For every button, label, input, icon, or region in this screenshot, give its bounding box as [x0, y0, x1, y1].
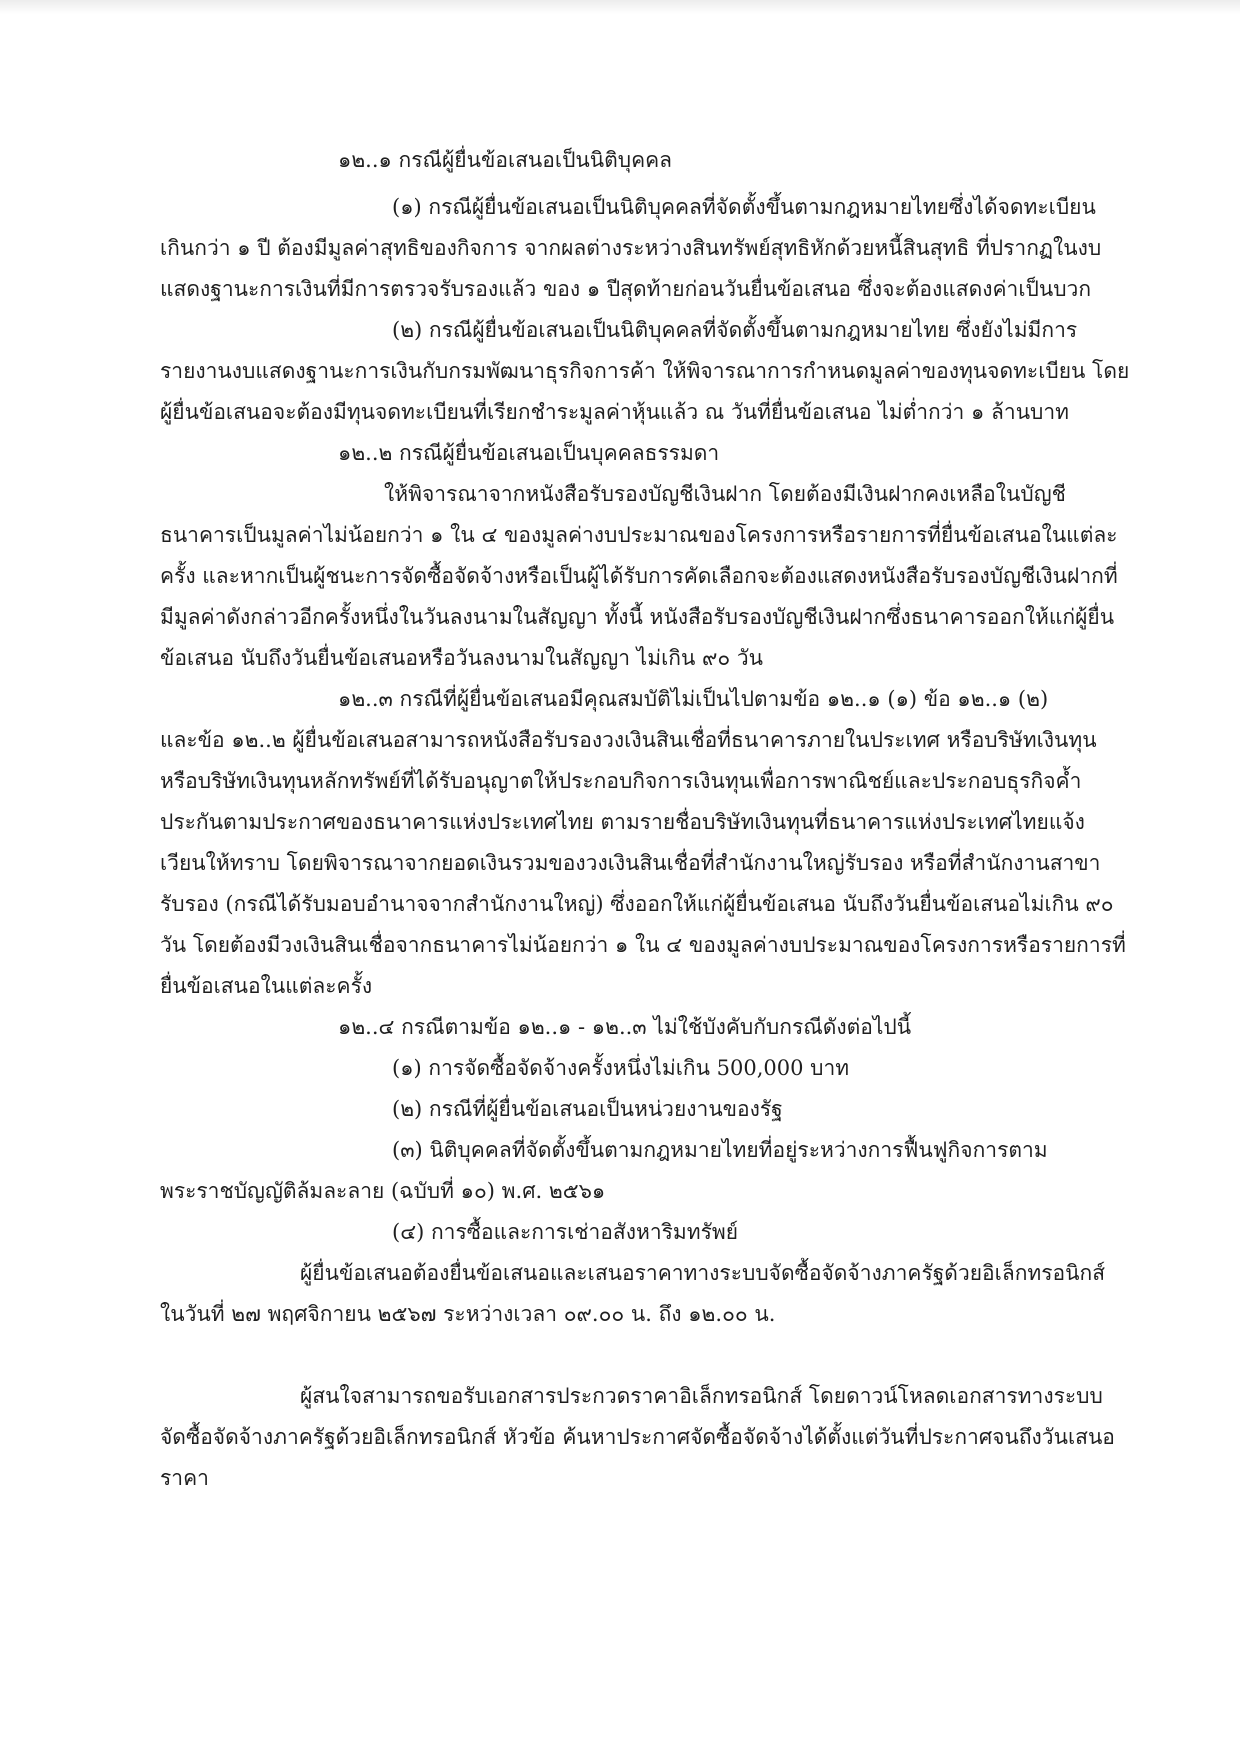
section-12-4-item-3-line-2: พระราชบัญญัติล้มละลาย (ฉบับที่ ๑๐) พ.ศ. ๒๕๖๑	[160, 1179, 606, 1203]
section-12-3-line-5: รับรอง (กรณีได้รับมอบอำนาจจากสำนักงานใหญ่) ซึ่งออกให้แก่ผู้ยื่นข้อเสนอ นับถึงวันยื่นข้อเสนอไม่เกิน ๙๐	[160, 892, 1114, 916]
section-12-4-item-1: (๑) การจัดซื้อจัดจ้างครั้งหนึ่งไม่เกิน 500,000 บาท	[392, 1056, 850, 1080]
section-12-4-item-3-line-1: (๓) นิติบุคคลที่จัดตั้งขึ้นตามกฎหมายไทยที่อยู่ระหว่างการฟื้นฟูกิจการตาม	[392, 1138, 1048, 1162]
section-12-1-item-2-line-2: รายงานงบแสดงฐานะการเงินกับกรมพัฒนาธุรกิจการค้า ให้พิจารณาการกำหนดมูลค่าของทุนจดทะเบียน โดย	[160, 359, 1130, 383]
submission-line-2: ในวันที่ ๒๗ พฤศจิกายน ๒๕๖๗ ระหว่างเวลา ๐๙.๐๐ น. ถึง ๑๒.๐๐ น.	[160, 1302, 776, 1326]
section-12-1-item-1-line-1: (๑) กรณีผู้ยื่นข้อเสนอเป็นนิติบุคคลที่จัดตั้งขึ้นตามกฎหมายไทยซึ่งได้จดทะเบียน	[392, 195, 1096, 219]
section-12-1-item-2-line-3: ผู้ยื่นข้อเสนอจะต้องมีทุนจดทะเบียนที่เรียกชำระมูลค่าหุ้นแล้ว ณ วันที่ยื่นข้อเสนอ ไม่ต่ำกว่า ๑ ล้านบาท	[160, 400, 1070, 424]
section-12-2-line-2: ธนาคารเป็นมูลค่าไม่น้อยกว่า ๑ ใน ๔ ของมูลค่างบประมาณของโครงการหรือรายการที่ยื่นข้อเสนอในแต่ละ	[160, 523, 1118, 547]
scan-top-edge	[0, 0, 1240, 14]
section-12-4-heading: ๑๒..๔ กรณีตามข้อ ๑๒..๑ - ๑๒..๓ ไม่ใช้บังคับกับกรณีดังต่อไปนี้	[338, 1015, 912, 1039]
section-12-2-line-5: ข้อเสนอ นับถึงวันยื่นข้อเสนอหรือวันลงนามในสัญญา ไม่เกิน ๙๐ วัน	[160, 646, 764, 670]
section-12-4-item-2: (๒) กรณีที่ผู้ยื่นข้อเสนอเป็นหน่วยงานของรัฐ	[392, 1097, 783, 1121]
section-12-3-line-1: และข้อ ๑๒..๒ ผู้ยื่นข้อเสนอสามารถหนังสือรับรองวงเงินสินเชื่อที่ธนาคารภายในประเทศ หรือบริษัทเงินทุน	[160, 728, 1097, 752]
section-12-3-line-4: เวียนให้ทราบ โดยพิจารณาจากยอดเงินรวมของวงเงินสินเชื่อที่สำนักงานใหญ่รับรอง หรือที่สำนักงานสาขา	[160, 851, 1101, 875]
section-12-2-line-3: ครั้ง และหากเป็นผู้ชนะการจัดซื้อจัดจ้างหรือเป็นผู้ได้รับการคัดเลือกจะต้องแสดงหนังสือรับรองบัญชีเงินฝากที่	[160, 564, 1118, 588]
section-12-3-line-3: ประกันตามประกาศของธนาคารแห่งประเทศไทย ตามรายชื่อบริษัทเงินทุนที่ธนาคารแห่งประเทศไทยแจ้ง	[160, 810, 1085, 834]
download-line-3: ราคา	[160, 1466, 209, 1490]
section-12-1-item-2-line-1: (๒) กรณีผู้ยื่นข้อเสนอเป็นนิติบุคคลที่จัดตั้งขึ้นตามกฎหมายไทย ซึ่งยังไม่มีการ	[392, 318, 1078, 342]
section-12-4-item-4: (๔) การซื้อและการเช่าอสังหาริมทรัพย์	[392, 1220, 739, 1244]
section-12-3-heading: ๑๒..๓ กรณีที่ผู้ยื่นข้อเสนอมีคุณสมบัติไม่เป็นไปตามข้อ ๑๒..๑ (๑) ข้อ ๑๒..๑ (๒)	[338, 687, 1049, 711]
section-12-3-line-7: ยื่นข้อเสนอในแต่ละครั้ง	[160, 974, 373, 998]
section-12-2-line-4: มีมูลค่าดังกล่าวอีกครั้งหนึ่งในวันลงนามในสัญญา ทั้งนี้ หนังสือรับรองบัญชีเงินฝากซึ่งธนาคารออกให้แก่ผู้ยื่น	[160, 605, 1115, 629]
download-line-2: จัดซื้อจัดจ้างภาครัฐด้วยอิเล็กทรอนิกส์ หัวข้อ ค้นหาประกาศจัดซื้อจัดจ้างได้ตั้งแต่วันที่ประกาศจนถึงวันเสนอ	[160, 1425, 1115, 1449]
submission-line-1: ผู้ยื่นข้อเสนอต้องยื่นข้อเสนอและเสนอราคาทางระบบจัดซื้อจัดจ้างภาครัฐด้วยอิเล็กทรอนิกส์	[300, 1261, 1106, 1285]
section-12-2-line-1: ให้พิจารณาจากหนังสือรับรองบัญชีเงินฝาก โดยต้องมีเงินฝากคงเหลือในบัญชี	[384, 482, 1066, 506]
section-12-3-line-2: หรือบริษัทเงินทุนหลักทรัพย์ที่ได้รับอนุญาตให้ประกอบกิจการเงินทุนเพื่อการพาณิชย์และประกอบธุรกิจค้ำ	[160, 769, 1082, 793]
section-12-1-heading: ๑๒..๑ กรณีผู้ยื่นข้อเสนอเป็นนิติบุคคล	[338, 148, 673, 172]
section-12-1-item-1-line-2: เกินกว่า ๑ ปี ต้องมีมูลค่าสุทธิของกิจการ จากผลต่างระหว่างสินทรัพย์สุทธิหักด้วยหนี้สินสุทธิ ที่ปรากฏในงบ	[160, 236, 1102, 260]
section-12-3-line-6: วัน โดยต้องมีวงเงินสินเชื่อจากธนาคารไม่น้อยกว่า ๑ ใน ๔ ของมูลค่างบประมาณของโครงการหรือรายการที่	[160, 933, 1126, 957]
section-12-2-heading: ๑๒..๒ กรณีผู้ยื่นข้อเสนอเป็นบุคคลธรรมดา	[338, 441, 720, 465]
download-line-1: ผู้สนใจสามารถขอรับเอกสารประกวดราคาอิเล็กทรอนิกส์ โดยดาวน์โหลดเอกสารทางระบบ	[300, 1384, 1103, 1408]
section-12-1-item-1-line-3: แสดงฐานะการเงินที่มีการตรวจรับรองแล้ว ของ ๑ ปีสุดท้ายก่อนวันยื่นข้อเสนอ ซึ่งจะต้องแสดงค่าเป็นบวก	[160, 277, 1092, 301]
